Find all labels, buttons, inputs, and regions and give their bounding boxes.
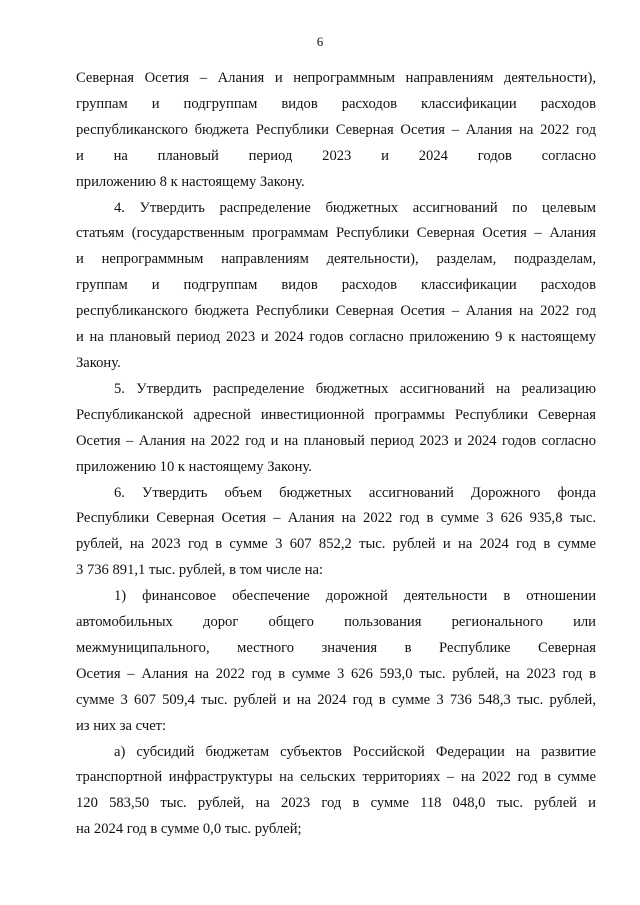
- text-line: рублей, на 2023 год в сумме 3 607 852,2 тыс. рублей и на 2024 год в сумме: [76, 536, 596, 553]
- text-line: республиканского бюджета Республики Северная Осетия – Алания на 2022 год: [76, 303, 596, 320]
- text-line: статьям (государственным программам Республики Северная Осетия – Алания: [76, 225, 596, 242]
- text-line: 5. Утвердить распределение бюджетных ассигнований на реализацию: [114, 380, 596, 397]
- text-line: группам и подгруппам видов расходов классификации расходов: [76, 277, 596, 294]
- text-line: Закону.: [76, 354, 121, 371]
- text-line: транспортной инфраструктуры на сельских территориях – на 2022 год в сумме: [76, 769, 596, 786]
- paragraph-p5: [76, 377, 596, 481]
- text-line: Осетия – Алания на 2022 год и на плановый период 2023 и 2024 годов согласно: [76, 432, 596, 449]
- page-number: 6: [316, 34, 324, 49]
- text-line: Республиканской адресной инвестиционной программы Республики Северная: [76, 406, 596, 423]
- text-line: межмуниципального, местного значения в Республике Северная: [76, 639, 596, 656]
- text-line: группам и подгруппам видов расходов классификации расходов: [76, 95, 596, 112]
- paragraph-p-cont: [76, 66, 596, 196]
- text-line: на 2024 год в сумме 0,0 тыс. рублей;: [76, 821, 302, 838]
- text-line: автомобильных дорог общего пользования регионального или: [76, 614, 596, 631]
- text-line: республиканского бюджета Республики Северная Осетия – Алания на 2022 год: [76, 121, 596, 138]
- text-line: и непрограммным направлениям деятельности), разделам, подразделам,: [76, 251, 596, 268]
- paragraph-p4: [76, 196, 596, 377]
- paragraph-p6-1-a: [76, 740, 596, 844]
- text-line: приложению 10 к настоящему Закону.: [76, 458, 312, 475]
- text-line: 120 583,50 тыс. рублей, на 2023 год в сумме 118 048,0 тыс. рублей и: [76, 795, 596, 812]
- text-line: Северная Осетия – Алания и непрограммным направлениям деятельности),: [76, 70, 596, 86]
- text-line: приложению 8 к настоящему Закону.: [76, 173, 305, 190]
- text-line: и на плановый период 2023 и 2024 годов согласно приложению 9 к настоящему: [76, 329, 596, 346]
- paragraph-p6: [76, 481, 596, 585]
- text-line: и на плановый период 2023 и 2024 годов согласно: [76, 147, 596, 164]
- text-line: Осетия – Алания на 2022 год в сумме 3 626 593,0 тыс. рублей, на 2023 год в: [76, 665, 596, 682]
- document-body: [76, 66, 596, 843]
- text-line: 4. Утвердить распределение бюджетных ассигнований по целевым: [114, 199, 596, 216]
- text-line: Республики Северная Осетия – Алания на 2022 год в сумме 3 626 935,8 тыс.: [76, 510, 596, 527]
- text-line: из них за счет:: [76, 717, 167, 734]
- text-line: 1) финансовое обеспечение дорожной деятельности в отношении: [114, 588, 596, 605]
- text-line: 6. Утвердить объем бюджетных ассигнований Дорожного фонда: [114, 484, 596, 501]
- text-line: сумме 3 607 509,4 тыс. рублей и на 2024 год в сумме 3 736 548,3 тыс. рублей,: [76, 691, 596, 708]
- text-line: а) субсидий бюджетам субъектов Российской Федерации на развитие: [114, 743, 596, 760]
- paragraph-p6-1: [76, 584, 596, 739]
- text-line: 3 736 891,1 тыс. рублей, в том числе на:: [76, 562, 324, 579]
